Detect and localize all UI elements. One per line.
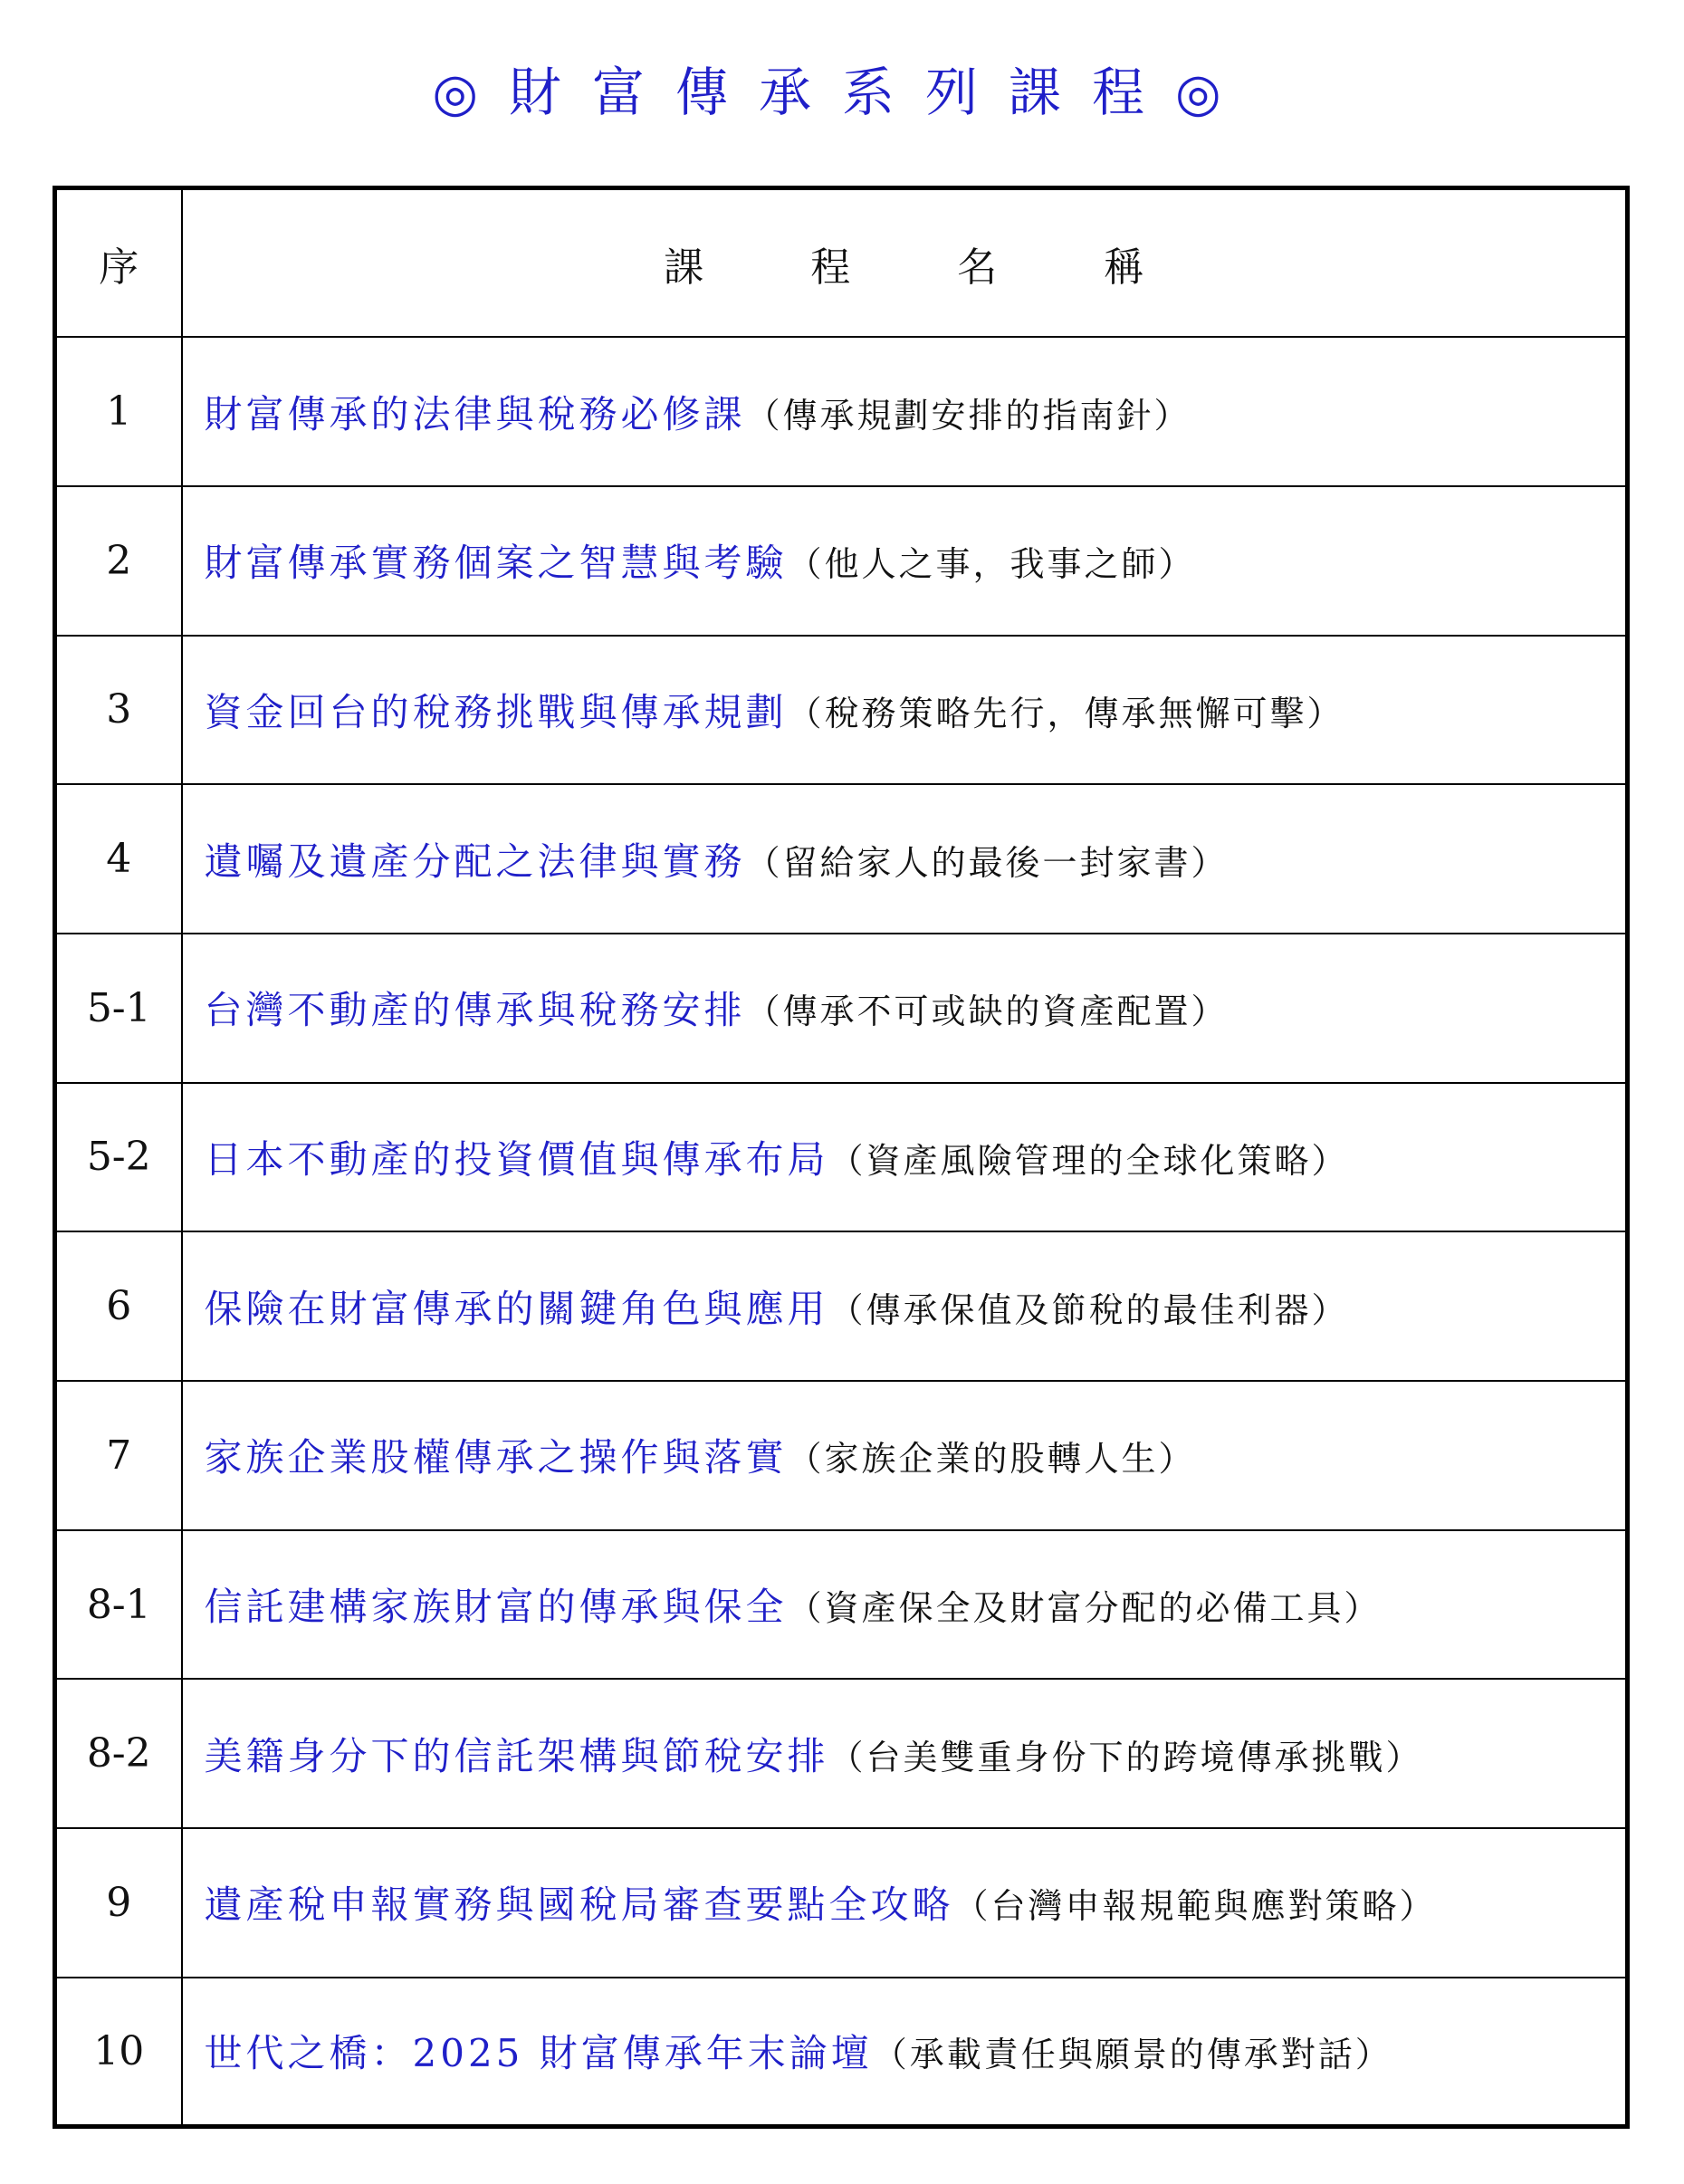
row-course xyxy=(182,486,1628,636)
course-note: （資產風險管理的全球化策略） xyxy=(828,1140,1349,1181)
row-seq: 2 xyxy=(55,486,182,636)
course-note: （稅務策略先行，傳承無懈可擊） xyxy=(787,693,1344,733)
course-name: 日本不動產的投資價值與傳承布局 xyxy=(204,1136,829,1182)
row-course xyxy=(182,1083,1628,1232)
course-note: （台灣申報規範與應對策略） xyxy=(953,1886,1437,1927)
table-row xyxy=(55,337,1628,486)
table-row xyxy=(55,1679,1628,1828)
row-seq: 5-2 xyxy=(55,1083,182,1232)
row-course xyxy=(182,1231,1628,1381)
row-course xyxy=(182,1828,1628,1978)
row-course xyxy=(182,934,1628,1083)
row-seq: 3 xyxy=(55,636,182,785)
header-course-name: 課程名稱 xyxy=(182,188,1628,338)
row-seq: 6 xyxy=(55,1231,182,1381)
table-row xyxy=(55,1083,1628,1232)
table-row xyxy=(55,1231,1628,1381)
row-seq: 7 xyxy=(55,1381,182,1530)
row-seq: 4 xyxy=(55,784,182,934)
row-seq: 8-2 xyxy=(55,1679,182,1828)
course-name: 信託建構家族財富的傳承與保全 xyxy=(204,1585,788,1630)
table-row xyxy=(55,1978,1628,2127)
row-course xyxy=(182,337,1628,486)
table-header-row xyxy=(55,188,1628,338)
course-note: （留給家人的最後一封家書） xyxy=(745,842,1229,883)
row-course xyxy=(182,636,1628,785)
table-row xyxy=(55,934,1628,1083)
row-seq: 5-1 xyxy=(55,934,182,1083)
row-course xyxy=(182,784,1628,934)
row-seq: 1 xyxy=(55,337,182,486)
course-note: （傳承不可或缺的資產配置） xyxy=(745,991,1229,1032)
row-course xyxy=(182,1530,1628,1680)
row-seq: 9 xyxy=(55,1828,182,1978)
table-row xyxy=(55,636,1628,785)
course-name: 家族企業股權傳承之操作與落實 xyxy=(204,1435,788,1480)
course-note: （資產保全及財富分配的必備工具） xyxy=(787,1588,1382,1629)
row-course xyxy=(182,1978,1628,2127)
header-seq: 序 xyxy=(55,188,182,338)
course-note: （台美雙重身份下的跨境傳承挑戰） xyxy=(828,1737,1423,1777)
course-name: 財富傳承實務個案之智慧與考驗 xyxy=(204,541,788,586)
course-name: 財富傳承的法律與稅務必修課 xyxy=(204,391,746,436)
table-row xyxy=(55,1828,1628,1978)
table-row xyxy=(55,784,1628,934)
table-row xyxy=(55,1530,1628,1680)
course-table xyxy=(53,186,1630,2129)
row-course xyxy=(182,1381,1628,1530)
course-name: 資金回台的稅務挑戰與傳承規劃 xyxy=(204,689,788,734)
course-note: （傳承規劃安排的指南針） xyxy=(745,395,1191,436)
course-name: 台灣不動產的傳承與稅務安排 xyxy=(204,988,746,1033)
row-course xyxy=(182,1679,1628,1828)
table-row xyxy=(55,486,1628,636)
course-name: 世代之橋：2025 財富傳承年末論壇 xyxy=(204,2031,873,2076)
page-title: ◎財富傳承系列課程◎ xyxy=(432,62,1252,123)
course-name: 遺囑及遺產分配之法律與實務 xyxy=(204,838,746,884)
row-seq: 10 xyxy=(55,1978,182,2127)
course-note: （家族企業的股轉人生） xyxy=(787,1439,1196,1480)
course-name: 遺產稅申報實務與國稅局審查要點全攻略 xyxy=(204,1882,954,1928)
course-name: 美籍身分下的信託架構與節稅安排 xyxy=(204,1733,829,1778)
table-row xyxy=(55,1381,1628,1530)
course-note: （傳承保值及節稅的最佳利器） xyxy=(828,1289,1349,1330)
row-seq: 8-1 xyxy=(55,1530,182,1680)
course-note: （他人之事，我事之師） xyxy=(787,544,1196,585)
course-name: 保險在財富傳承的關鍵角色與應用 xyxy=(204,1286,829,1331)
course-note: （承載責任與願景的傳承對話） xyxy=(872,2035,1392,2075)
